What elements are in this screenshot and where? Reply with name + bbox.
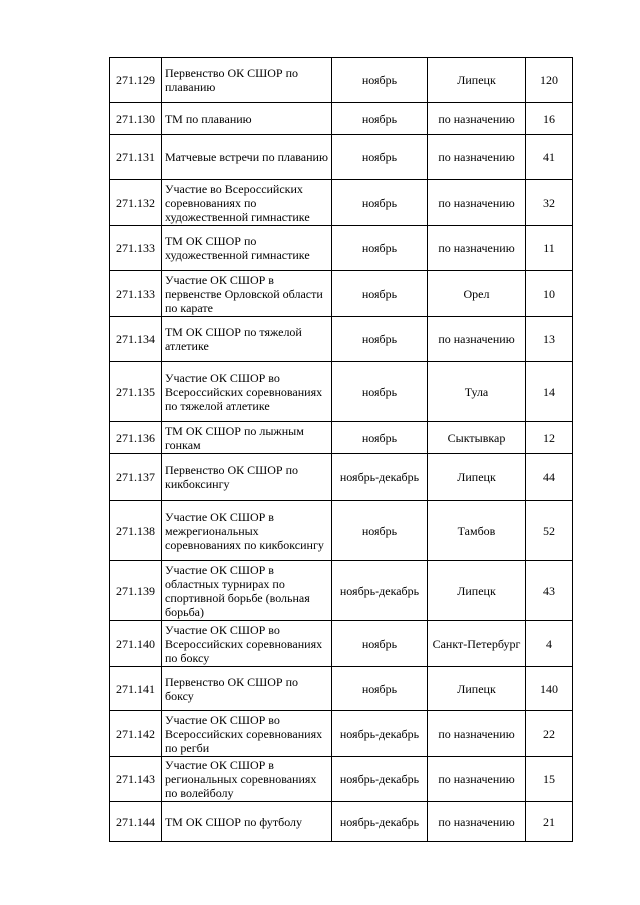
participant-count: 4 xyxy=(526,621,573,667)
event-date: ноябрь-декабрь xyxy=(332,561,428,621)
table-row xyxy=(110,711,573,757)
table-row xyxy=(110,58,573,103)
event-place: по назначению xyxy=(428,802,526,842)
event-name: ТМ ОК СШОР по лыжным гонкам xyxy=(162,422,332,454)
table-row xyxy=(110,561,573,621)
participant-count: 13 xyxy=(526,317,573,362)
event-name: Участие ОК СШОР в первенстве Орловской области по карате xyxy=(162,271,332,317)
row-number: 271.139 xyxy=(110,561,162,621)
event-date: ноябрь xyxy=(332,317,428,362)
participant-count: 15 xyxy=(526,757,573,802)
table-row xyxy=(110,103,573,135)
events-table xyxy=(109,57,573,842)
table-row xyxy=(110,667,573,711)
row-number: 271.130 xyxy=(110,103,162,135)
event-name: Участие ОК СШОР в областных турнирах по спортивной борьбе (вольная борьба) xyxy=(162,561,332,621)
event-name: Первенство ОК СШОР по плаванию xyxy=(162,58,332,103)
event-name: Участие ОК СШОР во Всероссийских соревнованиях по боксу xyxy=(162,621,332,667)
event-name: ТМ ОК СШОР по художественной гимнастике xyxy=(162,226,332,271)
row-number: 271.135 xyxy=(110,362,162,422)
event-name: Участие во Всероссийских соревнованиях по художественной гимнастике xyxy=(162,180,332,226)
event-place: по назначению xyxy=(428,757,526,802)
row-number: 271.140 xyxy=(110,621,162,667)
event-name: Первенство ОК СШОР по кикбоксингу xyxy=(162,454,332,501)
table-row xyxy=(110,362,573,422)
event-name: ТМ ОК СШОР по футболу xyxy=(162,802,332,842)
event-date: ноябрь-декабрь xyxy=(332,802,428,842)
table-row xyxy=(110,802,573,842)
row-number: 271.138 xyxy=(110,501,162,561)
event-place: по назначению xyxy=(428,226,526,271)
event-date: ноябрь xyxy=(332,180,428,226)
row-number: 271.133 xyxy=(110,226,162,271)
event-name: ТМ по плаванию xyxy=(162,103,332,135)
event-place: Сыктывкар xyxy=(428,422,526,454)
event-date: ноябрь xyxy=(332,271,428,317)
participant-count: 14 xyxy=(526,362,573,422)
row-number: 271.143 xyxy=(110,757,162,802)
event-place: по назначению xyxy=(428,711,526,757)
event-date: ноябрь xyxy=(332,103,428,135)
row-number: 271.144 xyxy=(110,802,162,842)
table-row xyxy=(110,135,573,180)
row-number: 271.129 xyxy=(110,58,162,103)
event-date: ноябрь xyxy=(332,501,428,561)
row-number: 271.134 xyxy=(110,317,162,362)
event-date: ноябрь xyxy=(332,58,428,103)
event-date: ноябрь-декабрь xyxy=(332,711,428,757)
event-name: Участие ОК СШОР во Всероссийских соревнованиях по тяжелой атлетике xyxy=(162,362,332,422)
event-date: ноябрь-декабрь xyxy=(332,454,428,501)
participant-count: 44 xyxy=(526,454,573,501)
row-number: 271.137 xyxy=(110,454,162,501)
table-row xyxy=(110,317,573,362)
event-date: ноябрь xyxy=(332,667,428,711)
event-place: по назначению xyxy=(428,103,526,135)
event-place: Санкт-Петербург xyxy=(428,621,526,667)
row-number: 271.131 xyxy=(110,135,162,180)
event-name: Участие ОК СШОР в межрегиональных соревнованиях по кикбоксингу xyxy=(162,501,332,561)
table-row xyxy=(110,454,573,501)
participant-count: 41 xyxy=(526,135,573,180)
table-row xyxy=(110,226,573,271)
row-number: 271.136 xyxy=(110,422,162,454)
participant-count: 10 xyxy=(526,271,573,317)
event-place: по назначению xyxy=(428,180,526,226)
participant-count: 120 xyxy=(526,58,573,103)
event-place: Орел xyxy=(428,271,526,317)
participant-count: 43 xyxy=(526,561,573,621)
table-row xyxy=(110,621,573,667)
event-date: ноябрь xyxy=(332,226,428,271)
event-name: Матчевые встречи по плаванию xyxy=(162,135,332,180)
event-date: ноябрь xyxy=(332,362,428,422)
participant-count: 11 xyxy=(526,226,573,271)
event-name: Участие ОК СШОР во Всероссийских соревнованиях по регби xyxy=(162,711,332,757)
event-place: по назначению xyxy=(428,317,526,362)
event-place: Тамбов xyxy=(428,501,526,561)
event-name: Участие ОК СШОР в региональных соревнованиях по волейболу xyxy=(162,757,332,802)
table-row xyxy=(110,422,573,454)
participant-count: 52 xyxy=(526,501,573,561)
event-name: ТМ ОК СШОР по тяжелой атлетике xyxy=(162,317,332,362)
event-date: ноябрь xyxy=(332,621,428,667)
participant-count: 22 xyxy=(526,711,573,757)
event-place: Липецк xyxy=(428,58,526,103)
event-place: Липецк xyxy=(428,454,526,501)
event-place: Тула xyxy=(428,362,526,422)
row-number: 271.142 xyxy=(110,711,162,757)
table-row xyxy=(110,271,573,317)
event-place: Липецк xyxy=(428,667,526,711)
row-number: 271.141 xyxy=(110,667,162,711)
row-number: 271.132 xyxy=(110,180,162,226)
table-row xyxy=(110,757,573,802)
participant-count: 32 xyxy=(526,180,573,226)
participant-count: 140 xyxy=(526,667,573,711)
event-date: ноябрь xyxy=(332,135,428,180)
table-row xyxy=(110,180,573,226)
event-name: Первенство ОК СШОР по боксу xyxy=(162,667,332,711)
row-number: 271.133 xyxy=(110,271,162,317)
event-place: по назначению xyxy=(428,135,526,180)
table-row xyxy=(110,501,573,561)
event-date: ноябрь-декабрь xyxy=(332,757,428,802)
event-place: Липецк xyxy=(428,561,526,621)
participant-count: 21 xyxy=(526,802,573,842)
participant-count: 12 xyxy=(526,422,573,454)
participant-count: 16 xyxy=(526,103,573,135)
event-date: ноябрь xyxy=(332,422,428,454)
